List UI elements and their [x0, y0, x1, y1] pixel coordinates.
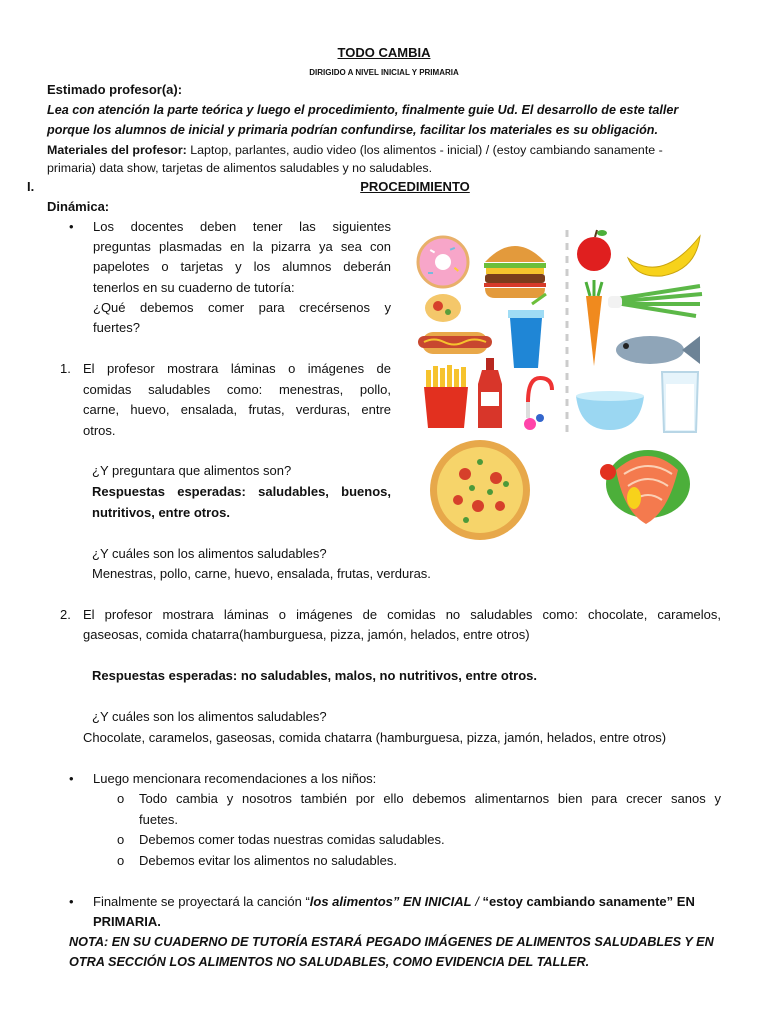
fish-icon: [616, 336, 700, 364]
recommendations-intro: Luego mencionara recomendaciones a los niños:: [93, 771, 377, 786]
donut-icon: [418, 237, 468, 287]
step-2-line-1: El profesor mostrara láminas o imágenes de comidas no saludables como: chocolate, caramelos,: [83, 607, 721, 622]
bullet-icon: •: [69, 894, 74, 909]
apple-icon: [577, 230, 611, 271]
page-title: TODO CAMBIA: [337, 45, 431, 60]
instruction-line-2: porque los alumnos de inicial y primaria podrían confundirse, facilitar los materiales es su obligación.: [47, 123, 658, 137]
sub-bullet-icon: o: [117, 791, 125, 806]
bullet-icon: •: [69, 219, 74, 234]
step-1-answer-line-1: Respuestas esperadas: saludables, buenos,: [92, 484, 391, 499]
materials-label: Materiales del profesor:: [47, 143, 187, 157]
step-1-answer-2: Menestras, pollo, carne, huevo, ensalada, frutas, verduras.: [92, 566, 431, 581]
hot-dog-icon: [418, 332, 492, 354]
instruction-line-1: Lea con atención la parte teórica y luego el procedimiento, finalmente guie Ud. El desarrollo de este taller: [47, 103, 679, 117]
step-2-question: ¿Y cuáles son los alimentos saludables?: [92, 709, 327, 724]
song-separator: /: [471, 894, 483, 909]
dinamica-line-1: Los docentes deben tener las siguientes: [93, 219, 391, 234]
section-roman-numeral: I.: [27, 179, 35, 194]
note-line-1: NOTA: EN SU CUADERNO DE TUTORÍA ESTARÁ PEGADO IMÁGENES DE ALIMENTOS SALUDABLES Y EN: [69, 935, 714, 949]
step-2-line-2: gaseosas, comida chatarra(hamburguesa, pizza, jamón, helados, entre otros): [83, 627, 530, 642]
candy-icon: [524, 378, 552, 430]
final-line-2: PRIMARIA.: [93, 914, 161, 929]
recommendation-3: Debemos evitar los alimentos no saludables.: [139, 853, 397, 868]
song-inicial-level: ” EN INICIAL: [392, 894, 472, 909]
song-primaria: “estoy cambiando sanamente” EN: [482, 894, 695, 909]
sub-bullet-icon: o: [117, 853, 125, 868]
step-1-question-2: ¿Y cuáles son los alimentos saludables?: [92, 546, 327, 561]
step-1-line-4: otros.: [83, 423, 116, 438]
ketchup-icon: [478, 358, 502, 428]
recommendation-2: Debemos comer todas nuestras comidas saludables.: [139, 832, 445, 847]
french-fries-icon: [424, 365, 468, 428]
hamburger-icon: [484, 246, 546, 298]
pizza-icon: [430, 440, 530, 540]
salutation: Estimado profesor(a):: [47, 82, 183, 97]
step-1-question-1: ¿Y preguntara que alimentos son?: [92, 463, 292, 478]
dinamica-line-2: preguntas plasmadas en la pizarra ya sea con: [93, 239, 391, 254]
carrot-icon: [586, 280, 602, 366]
page-subtitle: DIRIGIDO A NIVEL INICIAL Y PRIMARIA: [309, 68, 459, 77]
recommendation-1-line-1: Todo cambia y nosotros también por ello debemos alimentarnos bien para crecer sanos y: [139, 791, 721, 806]
recommendation-1-line-2: fuetes.: [139, 812, 179, 827]
section-title: PROCEDIMIENTO: [360, 179, 470, 194]
banana-icon: [628, 236, 700, 276]
dinamica-label: Dinámica:: [47, 199, 110, 214]
salmon-salad-icon: [600, 450, 690, 524]
note-line-2: OTRA SECCIÓN LOS ALIMENTOS NO SALUDABLES, COMO EVIDENCIA DEL TALLER.: [69, 955, 590, 969]
step-1-line-3: carne, huevo, ensalada, frutas, verduras, entre: [83, 402, 391, 417]
step-1-line-2: comidas saludables como: menestras, pollo,: [83, 382, 391, 397]
dinamica-line-4: tenerlos en su cuaderno de tutoría:: [93, 280, 295, 295]
song-inicial: los alimentos: [309, 894, 393, 909]
final-pre: Finalmente se proyectará la canción “: [93, 894, 310, 909]
dinamica-line-3: papelotes o tarjetas y los alumnos deberán: [93, 259, 391, 274]
materials-line-2: primaria) data show, tarjetas de alimentos saludables y no saludables.: [47, 161, 433, 175]
sub-bullet-icon: o: [117, 832, 125, 847]
step-1-answer-line-2: nutritivos, entre otros.: [92, 505, 230, 520]
step-1-number: 1.: [60, 361, 71, 376]
final-line-1: [93, 892, 721, 913]
dinamica-line-6: fuertes?: [93, 320, 140, 335]
step-2-answer: Respuestas esperadas: no saludables, malos, no nutritivos, entre otros.: [92, 668, 538, 683]
milk-glass-icon: [662, 372, 698, 432]
pizza-slice-icon: [425, 294, 461, 322]
green-onion-icon: [608, 286, 702, 316]
bowl-icon: [576, 391, 644, 430]
step-2-answer-2: Chocolate, caramelos, gaseosas, comida chatarra (hamburguesa, pizza, jamón, helados, entre otros): [83, 730, 667, 745]
soda-cup-icon: [508, 294, 546, 368]
bullet-icon: •: [69, 771, 74, 786]
food-illustration: [410, 222, 720, 550]
step-2-number: 2.: [60, 607, 71, 622]
materials-text-1: Laptop, parlantes, audio video (los alimentos - inicial) / (estoy cambiando sanamente -: [190, 143, 663, 157]
dinamica-line-5: ¿Qué debemos comer para crecérsenos y: [93, 300, 391, 315]
step-1-line-1: El profesor mostrara láminas o imágenes de: [83, 361, 391, 376]
